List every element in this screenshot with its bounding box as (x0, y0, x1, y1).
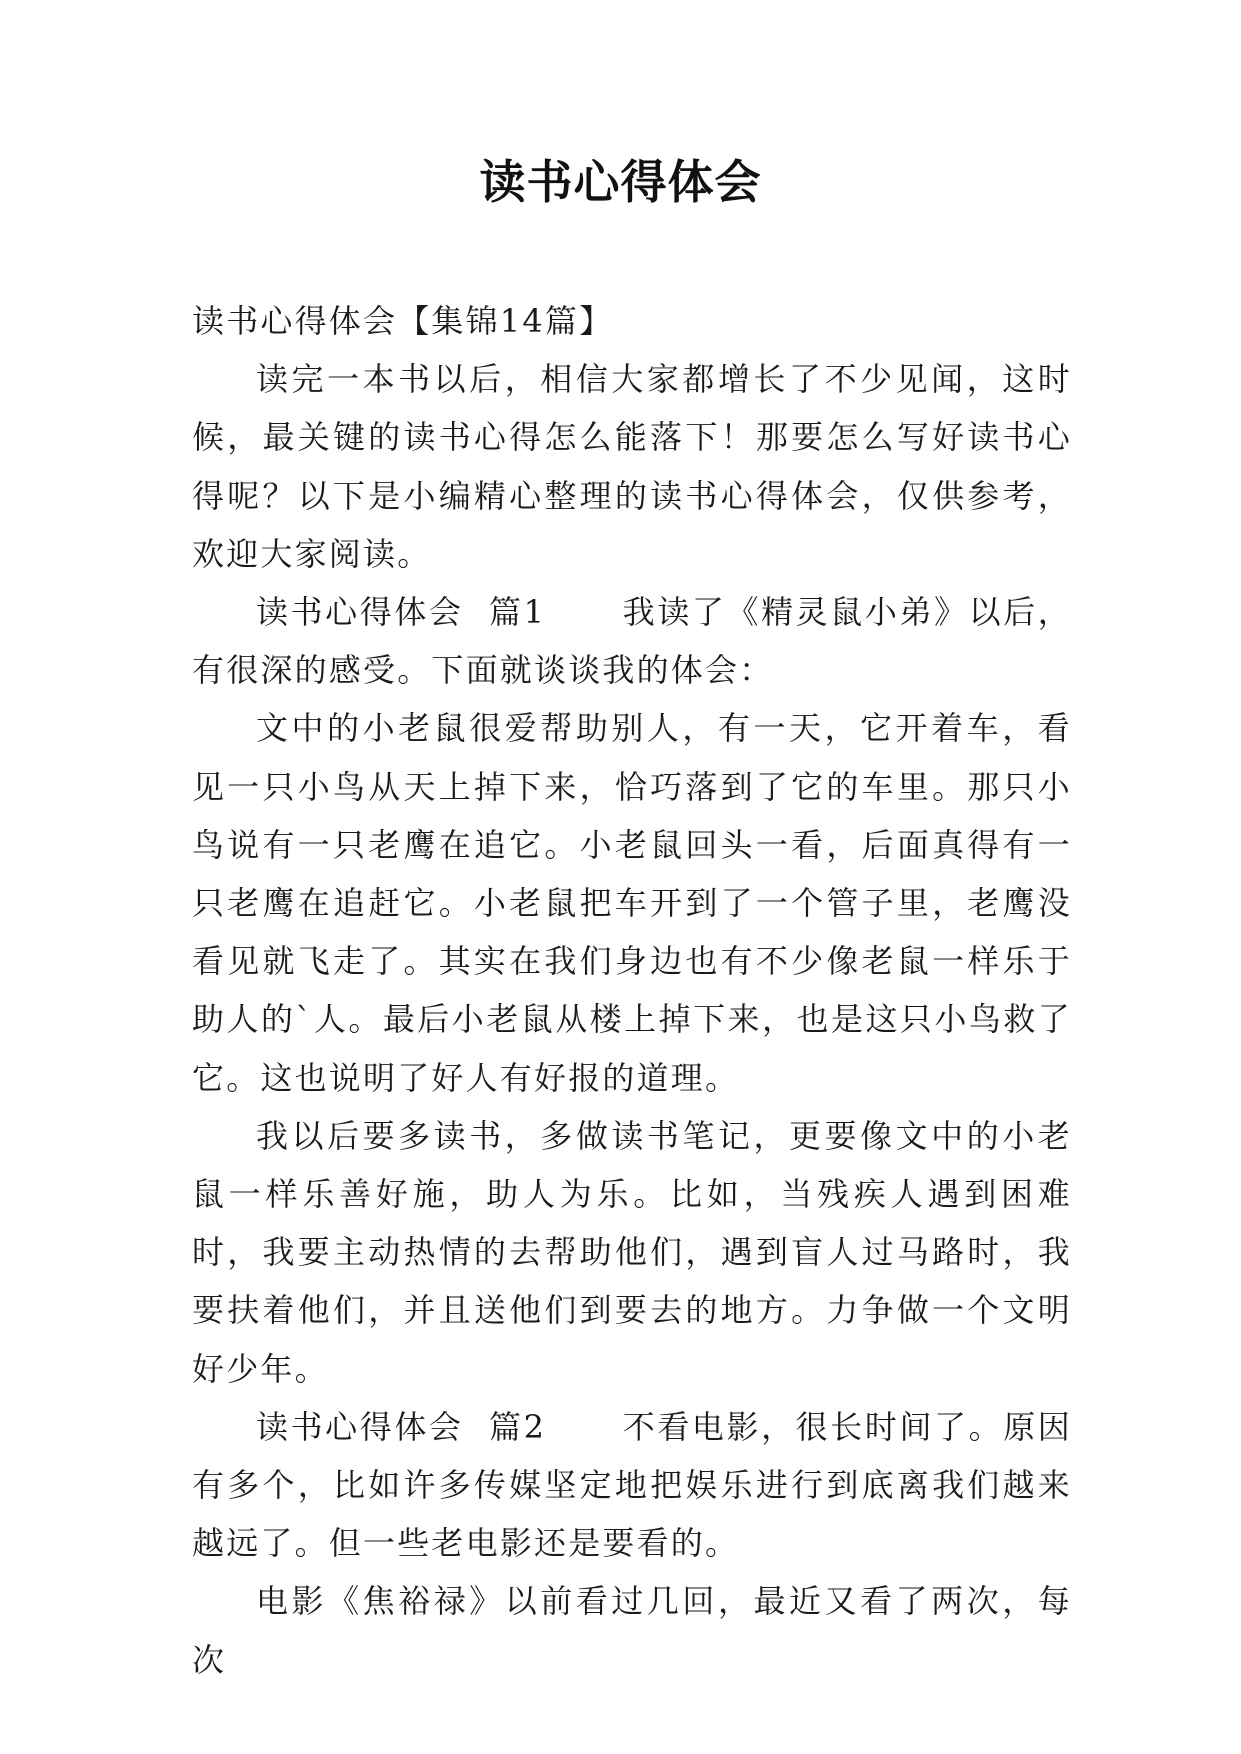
section-2-movie-paragraph: 电影《焦裕禄》以前看过几回，最近又看了两次，每次 (192, 1582, 1072, 1679)
subtitle-line: 读书心得体会【集锦14篇】 (192, 302, 614, 340)
document-body (192, 292, 1072, 1689)
intro-paragraph: 读完一本书以后，相信大家都增长了不少见闻，这时候，最关键的读书心得怎么能落下！那要怎么写好读书心得呢？以下是小编精心整理的读书心得体会，仅供参考，欢迎大家阅读。 (192, 360, 1072, 573)
document-title: 读书心得体会 (479, 155, 762, 209)
section-1-conclusion-paragraph: 我以后要多读书，多做读书笔记，更要像文中的小老鼠一样乐善好施，助人为乐。比如，当残疾人遇到困难时，我要主动热情的去帮助他们，遇到盲人过马路时，我要扶着他们，并且送他们到要去的地方。力争做一个文明好少年。 (192, 1116, 1072, 1388)
section-2-opening-paragraph: 读书心得体会 篇2 不看电影，很长时间了。原因有多个，比如许多传媒坚定地把娱乐进行到底离我们越来越远了。但一些老电影还是要看的。 (192, 1407, 1072, 1563)
section-1-story-paragraph: 文中的小老鼠很爱帮助别人，有一天，它开着车，看见一只小鸟从天上掉下来，恰巧落到了它的车里。那只小鸟说有一只老鹰在追它。小老鼠回头一看，后面真得有一只老鹰在追赶它。小老鼠把车开到了一个管子里，老鹰没看见就飞走了。其实在我们身边也有不少像老鼠一样乐于助人的`人。最后小老鼠从楼上掉下来，也是这只小鸟救了它。这也说明了好人有好报的道理。 (192, 709, 1072, 1097)
section-1-opening-paragraph: 读书心得体会 篇1 我读了《精灵鼠小弟》以后，有很深的感受。下面就谈谈我的体会： (192, 593, 1072, 690)
